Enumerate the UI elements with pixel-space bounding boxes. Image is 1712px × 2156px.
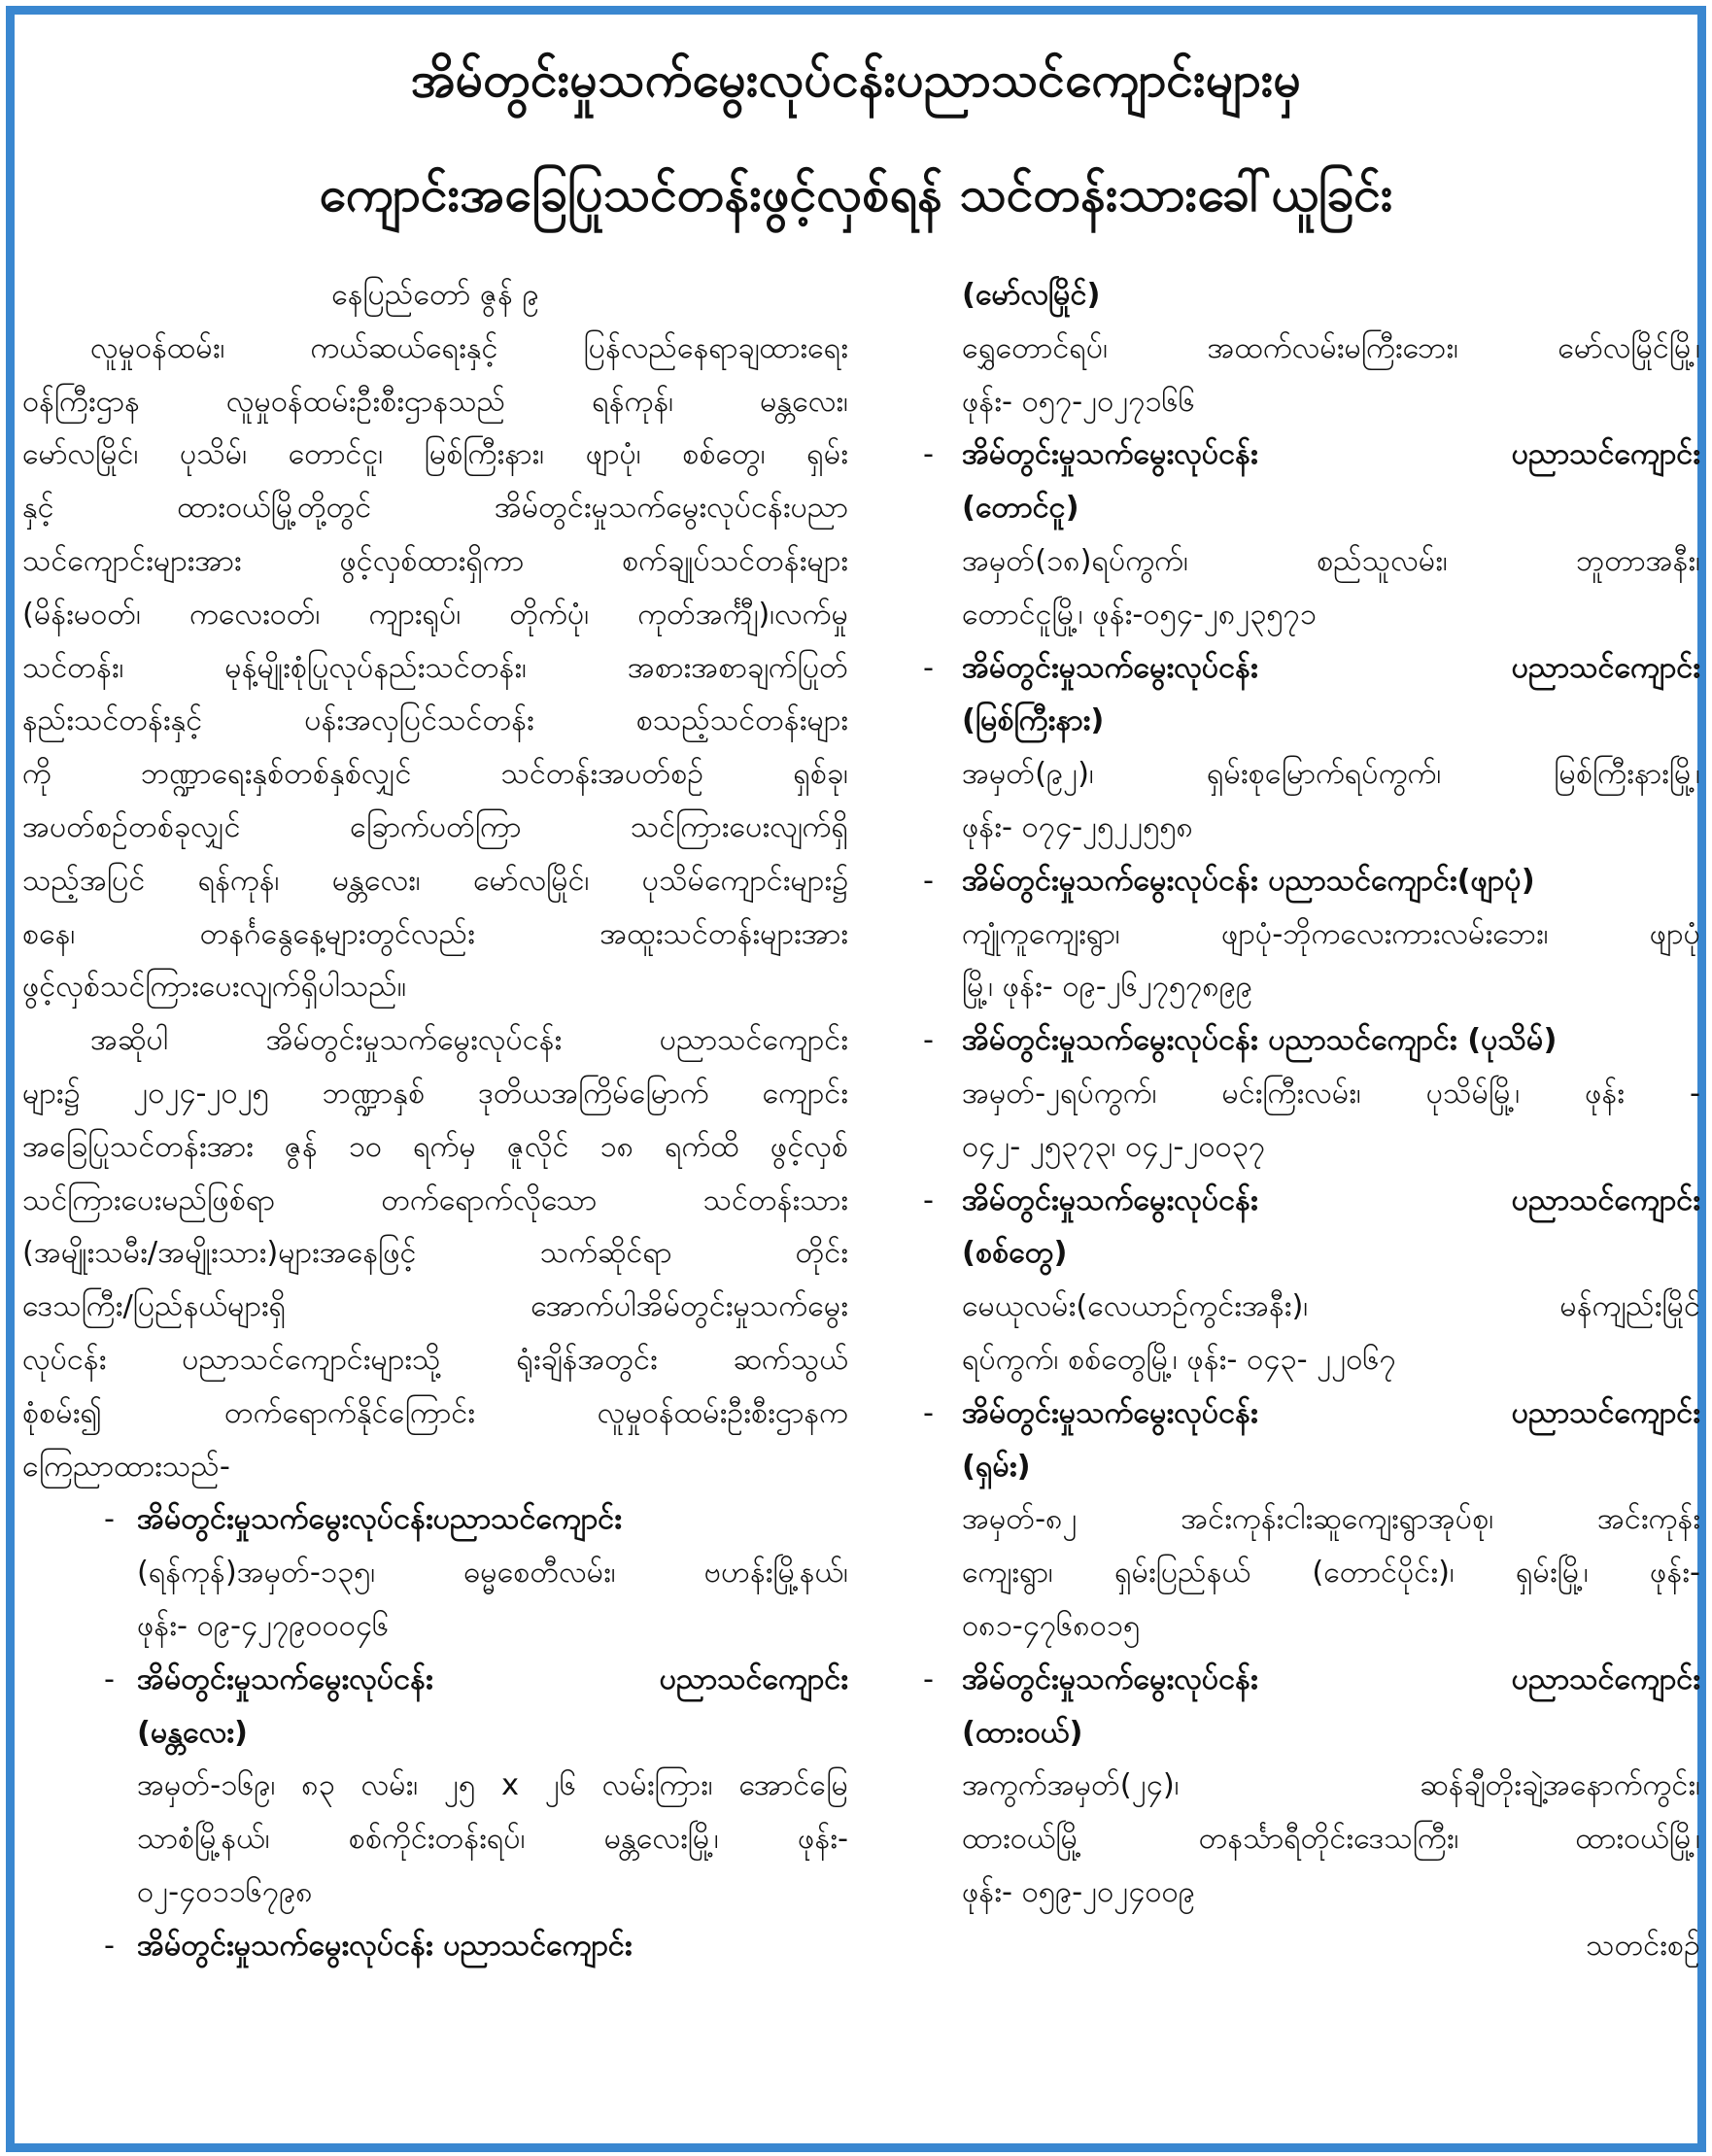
school-address-line: ၀၈၁-၄၇၆၈၀၁၅ xyxy=(962,1608,1141,1643)
paragraph-line: ကို ဘဏ္ဍာရေးနှစ်တစ်နှစ်လျှင် သင်တန်းအပတ်စဉ် ရှစ်ခု၊ xyxy=(22,757,848,792)
left-column xyxy=(22,269,848,1973)
school-name-text: အိမ်တွင်းမှုသက်မွေးလုပ်ငန်း ပညာသင်ကျောင်း xyxy=(962,437,1700,472)
school-address-line: ဖုန်း- ၀၅၇-၂၀၂၇၁၆၆ xyxy=(962,384,1195,419)
school-address-line: အမှတ်(၉၂)၊ ရှမ်းစုမြောက်ရပ်ကွက်၊ မြစ်ကြီးနားမြို့၊ xyxy=(962,757,1700,792)
school-name: (ထားဝယ်) xyxy=(962,1715,1083,1750)
school-name: (မော်လမြိုင်) xyxy=(962,278,1101,312)
school-entry xyxy=(923,1014,1700,1174)
school-address-line: သာစံမြို့နယ်၊ စစ်ကိုင်းတန်းရပ်၊ မန္တလေးမြို့၊ ဖုန်း- xyxy=(137,1822,848,1857)
school-address-line: အမှတ်(၁၈)ရပ်ကွက်၊ စည်သူလမ်း၊ ဘူတာအနီး၊ xyxy=(962,543,1700,578)
paragraph-line: ဝန်ကြီးဌာန လူမှုဝန်ထမ်းဦးစီးဌာနသည် ရန်ကုန်၊ မန္တလေး၊ xyxy=(22,384,848,419)
school-name: (မြစ်ကြီးနား) xyxy=(962,703,1105,738)
paragraph-1 xyxy=(22,323,848,1014)
school-entry xyxy=(923,1654,1700,1920)
school-name: - အိမ်တွင်းမှုသက်မွေးလုပ်ငန်း ပညာသင်ကျောင်း xyxy=(923,650,1700,685)
school-address-line: မြို့၊ ဖုန်း- ၀၉-၂၆၂၇၅၇၈၉၉ xyxy=(962,970,1253,1005)
paragraph-line: မော်လမြိုင်၊ ပုသိမ်၊ တောင်ငူ၊ မြစ်ကြီးနား၊ ဖျာပုံ၊ စစ်တွေ၊ ရှမ်း xyxy=(22,437,848,472)
school-name-text: အိမ်တွင်းမှုသက်မွေးလုပ်ငန်း ပညာသင်ကျောင်း xyxy=(962,1182,1700,1217)
school-name-text: အိမ်တွင်းမှုသက်မွေးလုပ်ငန်း ပညာသင်ကျောင်း (ပုသိမ်) xyxy=(962,1023,1558,1058)
paragraph-line: လူမှုဝန်ထမ်း၊ ကယ်ဆယ်ရေးနှင့် ပြန်လည်နေရာချထားရေး xyxy=(90,330,848,365)
paragraph-line: သင်တန်း၊ မုန့်မျိုးစုံပြုလုပ်နည်းသင်တန်း၊ အစားအစာချက်ပြုတ် xyxy=(22,650,848,685)
school-address-line: ဖုန်း- ၀၇၄-၂၅၂၂၅၅၈ xyxy=(962,809,1193,844)
school-name-text: အိမ်တွင်းမှုသက်မွေးလုပ်ငန်း ပညာသင်ကျောင်း xyxy=(137,1928,633,1963)
school-address-line: မေယုလမ်း(လေယာဉ်ကွင်းအနီး)၊ မန်ကျည်းမြိုင် xyxy=(962,1289,1700,1324)
headline-line-2: ကျောင်းအခြေပြုသင်တန်းဖွင့်လှစ်ရန် သင်တန်းသားခေါ်ယူခြင်း xyxy=(319,166,1393,222)
school-entry xyxy=(22,1654,848,1920)
school-name: - အိမ်တွင်းမှုသက်မွေးလုပ်ငန်း ပညာသင်ကျောင်း xyxy=(923,1182,1700,1217)
paragraph-line: ဒေသကြီး/ပြည်နယ်များရှိ အောက်ပါအိမ်တွင်းမှုသက်မွေး xyxy=(22,1289,848,1324)
school-address-line: အမှတ်-၁၆၉၊ ၈၃ လမ်း၊ ၂၅ x ၂၆ လမ်းကြား၊ အောင်မြေ xyxy=(137,1768,848,1803)
school-address-line: အမှတ်-၈၂ အင်းကုန်းငါးဆူကျေးရွာအုပ်စု၊ အင်းကုန်း xyxy=(962,1502,1700,1537)
article-frame xyxy=(6,6,1706,2152)
paragraph-line: အပတ်စဉ်တစ်ခုလျှင် ခြောက်ပတ်ကြာ သင်ကြားပေးလျက်ရှိ xyxy=(22,809,848,844)
school-name: - အိမ်တွင်းမှုသက်မွေးလုပ်ငန်း ပညာသင်ကျောင်း(ဖျာပုံ) xyxy=(923,863,1535,898)
school-address-line: ကျုံကူကျေးရွာ၊ ဖျာပုံ-ဘိုကလေးကားလမ်းဘေး၊ ဖျာပုံ xyxy=(962,916,1700,951)
school-address-line: ရွှေတောင်ရပ်၊ အထက်လမ်းမကြီးဘေး၊ မော်လမြိုင်မြို့၊ xyxy=(962,330,1700,365)
school-entry xyxy=(923,855,1700,1014)
school-address-line: တောင်ငူမြို့၊ ဖုန်း-၀၅၄-၂၈၂၃၅၇၁ xyxy=(962,597,1317,632)
paragraph-line: လုပ်ငန်း ပညာသင်ကျောင်းများသို့ ရုံးချိန်အတွင်း ဆက်သွယ် xyxy=(22,1342,848,1377)
school-name-text: အိမ်တွင်းမှုသက်မွေးလုပ်ငန်း ပညာသင်ကျောင်း(ဖျာပုံ) xyxy=(962,863,1535,898)
paragraph-line: သည့်အပြင် ရန်ကုန်၊ မန္တလေး၊ မော်လမြိုင်၊ ပုသိမ်ကျောင်းများ၌ xyxy=(22,863,848,898)
school-name: (ရှမ်း) xyxy=(962,1449,1031,1484)
school-name: - အိမ်တွင်းမှုသက်မွေးလုပ်ငန်းပညာသင်ကျောင်း xyxy=(104,1502,622,1537)
school-list-right xyxy=(923,269,1700,1920)
school-entry xyxy=(22,1493,848,1653)
school-address-line: (ရန်ကုန်)အမှတ်-၁၃၅၊ ဓမ္မစေတီလမ်း၊ ဗဟန်းမြို့နယ်၊ xyxy=(137,1556,848,1591)
school-address-line: အမှတ်-၂ရပ်ကွက်၊ မင်းကြီးလမ်း၊ ပုသိမ်မြို့၊ ဖုန်း - xyxy=(962,1076,1700,1111)
school-name: - အိမ်တွင်းမှုသက်မွေးလုပ်ငန်း ပညာသင်ကျောင်း (ပုသိမ်) xyxy=(923,1023,1558,1058)
school-name-text: အိမ်တွင်းမှုသက်မွေးလုပ်ငန်း ပညာသင်ကျောင်း xyxy=(962,650,1700,685)
school-entry xyxy=(923,1175,1700,1387)
school-name: - အိမ်တွင်းမှုသက်မွေးလုပ်ငန်း ပညာသင်ကျောင်း xyxy=(923,437,1700,472)
school-entry xyxy=(962,269,1700,428)
paragraph-line: နည်းသင်တန်းနှင့် ပန်းအလှပြင်သင်တန်း စသည့်သင်တန်းများ xyxy=(22,703,848,738)
school-address-line: ၀၂-၄၀၁၁၆၇၉၈ xyxy=(137,1874,313,1909)
paragraph-line: စနေ၊ တနင်္ဂနွေနေ့များတွင်လည်း အထူးသင်တန်းများအား xyxy=(22,916,848,951)
paragraph-2 xyxy=(22,1014,848,1493)
paragraph-line: ဖွင့်လှစ်သင်ကြားပေးလျက်ရှိပါသည်။ xyxy=(22,970,407,1005)
school-entry xyxy=(923,428,1700,641)
school-name-text: အိမ်တွင်းမှုသက်မွေးလုပ်ငန်းပညာသင်ကျောင်း xyxy=(137,1502,622,1537)
school-address-line: ကျေးရွာ၊ ရှမ်းပြည်နယ် (တောင်ပိုင်း)၊ ရှမ်းမြို့၊ ဖုန်း- xyxy=(962,1556,1700,1591)
paragraph-line: (မိန်းမဝတ်၊ ကလေးဝတ်၊ ကျားရုပ်၊ တိုက်ပုံ၊ ကုတ်အင်္ကျီ)၊လက်မှု xyxy=(22,597,848,632)
school-address-line: ၀၄၂- ၂၅၃၇၃၊ ၀၄၂-၂၀၀၃၇ xyxy=(962,1129,1266,1164)
school-name: - အိမ်တွင်းမှုသက်မွေးလုပ်ငန်း ပညာသင်ကျောင်း xyxy=(923,1395,1700,1430)
school-entry xyxy=(22,1920,848,1973)
school-address-line: ရပ်ကွက်၊ စစ်တွေမြို့၊ ဖုန်း- ၀၄၃- ၂၂၀၆၇ xyxy=(962,1342,1396,1377)
school-list-left xyxy=(22,1493,848,1972)
paragraph-line: စုံစမ်း၍ တက်ရောက်နိုင်ကြောင်း လူမှုဝန်ထမ်းဦးစီးဌာနက xyxy=(22,1395,848,1430)
school-name: (တောင်ငူ) xyxy=(962,491,1079,526)
byline: သတင်းစဉ် xyxy=(1586,1928,1700,1963)
dateline: နေပြည်တော် ဇွန် ၉ xyxy=(331,278,539,312)
paragraph-line: နှင့် ထားဝယ်မြို့တို့တွင် အိမ်တွင်းမှုသက်မွေးလုပ်ငန်းပညာ xyxy=(22,491,848,526)
school-address-line: ထားဝယ်မြို့ တနင်္သာရီတိုင်းဒေသကြီး၊ ထားဝယ်မြို့၊ xyxy=(962,1822,1700,1857)
headline-line-1: အိမ်တွင်းမှုသက်မွေးလုပ်ငန်းပညာသင်ကျောင်းများမှ xyxy=(410,51,1302,108)
school-name-text: အိမ်တွင်းမှုသက်မွေးလုပ်ငန်း ပညာသင်ကျောင်း xyxy=(137,1661,848,1696)
school-address-line: ဖုန်း- ၀၅၉-၂၀၂၄၀၀၉ xyxy=(962,1874,1195,1909)
school-address-line: ဖုန်း- ၀၉-၄၂၇၉၀၀၀၄၆ xyxy=(137,1608,390,1643)
paragraph-line: အခြေပြုသင်တန်းအား ဇွန် ၁၀ ရက်မှ ဇူလိုင် ၁၈ ရက်ထိ ဖွင့်လှစ် xyxy=(22,1129,848,1164)
paragraph-line: အဆိုပါ အိမ်တွင်းမှုသက်မွေးလုပ်ငန်း ပညာသင်ကျောင်း xyxy=(90,1023,848,1058)
school-name-text: အိမ်တွင်းမှုသက်မွေးလုပ်ငန်း ပညာသင်ကျောင်း xyxy=(962,1661,1700,1696)
right-column xyxy=(923,269,1700,1973)
paragraph-line: များ၌ ၂၀၂၄-၂၀၂၅ ဘဏ္ဍာနှစ် ဒုတိယအကြိမ်မြောက် ကျောင်း xyxy=(22,1076,848,1111)
school-name: (မန္တလေး) xyxy=(137,1715,248,1750)
paragraph-line: သင်ကြားပေးမည်ဖြစ်ရာ တက်ရောက်လိုသော သင်တန်းသား xyxy=(22,1182,848,1217)
school-entry xyxy=(923,1387,1700,1654)
paragraph-line: သင်ကျောင်းများအား ဖွင့်လှစ်ထားရှိကာ စက်ချုပ်သင်တန်းများ xyxy=(22,543,848,578)
school-entry xyxy=(923,642,1700,855)
school-name: (စစ်တွေ) xyxy=(962,1236,1068,1271)
school-name: - အိမ်တွင်းမှုသက်မွေးလုပ်ငန်း ပညာသင်ကျောင်း xyxy=(104,1661,848,1696)
school-name-text: အိမ်တွင်းမှုသက်မွေးလုပ်ငန်း ပညာသင်ကျောင်း xyxy=(962,1395,1700,1430)
school-name: - အိမ်တွင်းမှုသက်မွေးလုပ်ငန်း ပညာသင်ကျောင်း xyxy=(104,1928,633,1963)
paragraph-line: (အမျိုးသမီး/အမျိုးသား)များအနေဖြင့် သက်ဆိုင်ရာ တိုင်း xyxy=(22,1236,848,1271)
school-address-line: အကွက်အမှတ်(၂၄)၊ ဆန်ချီတိုးချဲ့အနောက်ကွင်း၊ xyxy=(962,1768,1700,1803)
paragraph-line: ကြေညာထားသည်- xyxy=(22,1449,230,1484)
school-name: - အိမ်တွင်းမှုသက်မွေးလုပ်ငန်း ပညာသင်ကျောင်း xyxy=(923,1661,1700,1696)
